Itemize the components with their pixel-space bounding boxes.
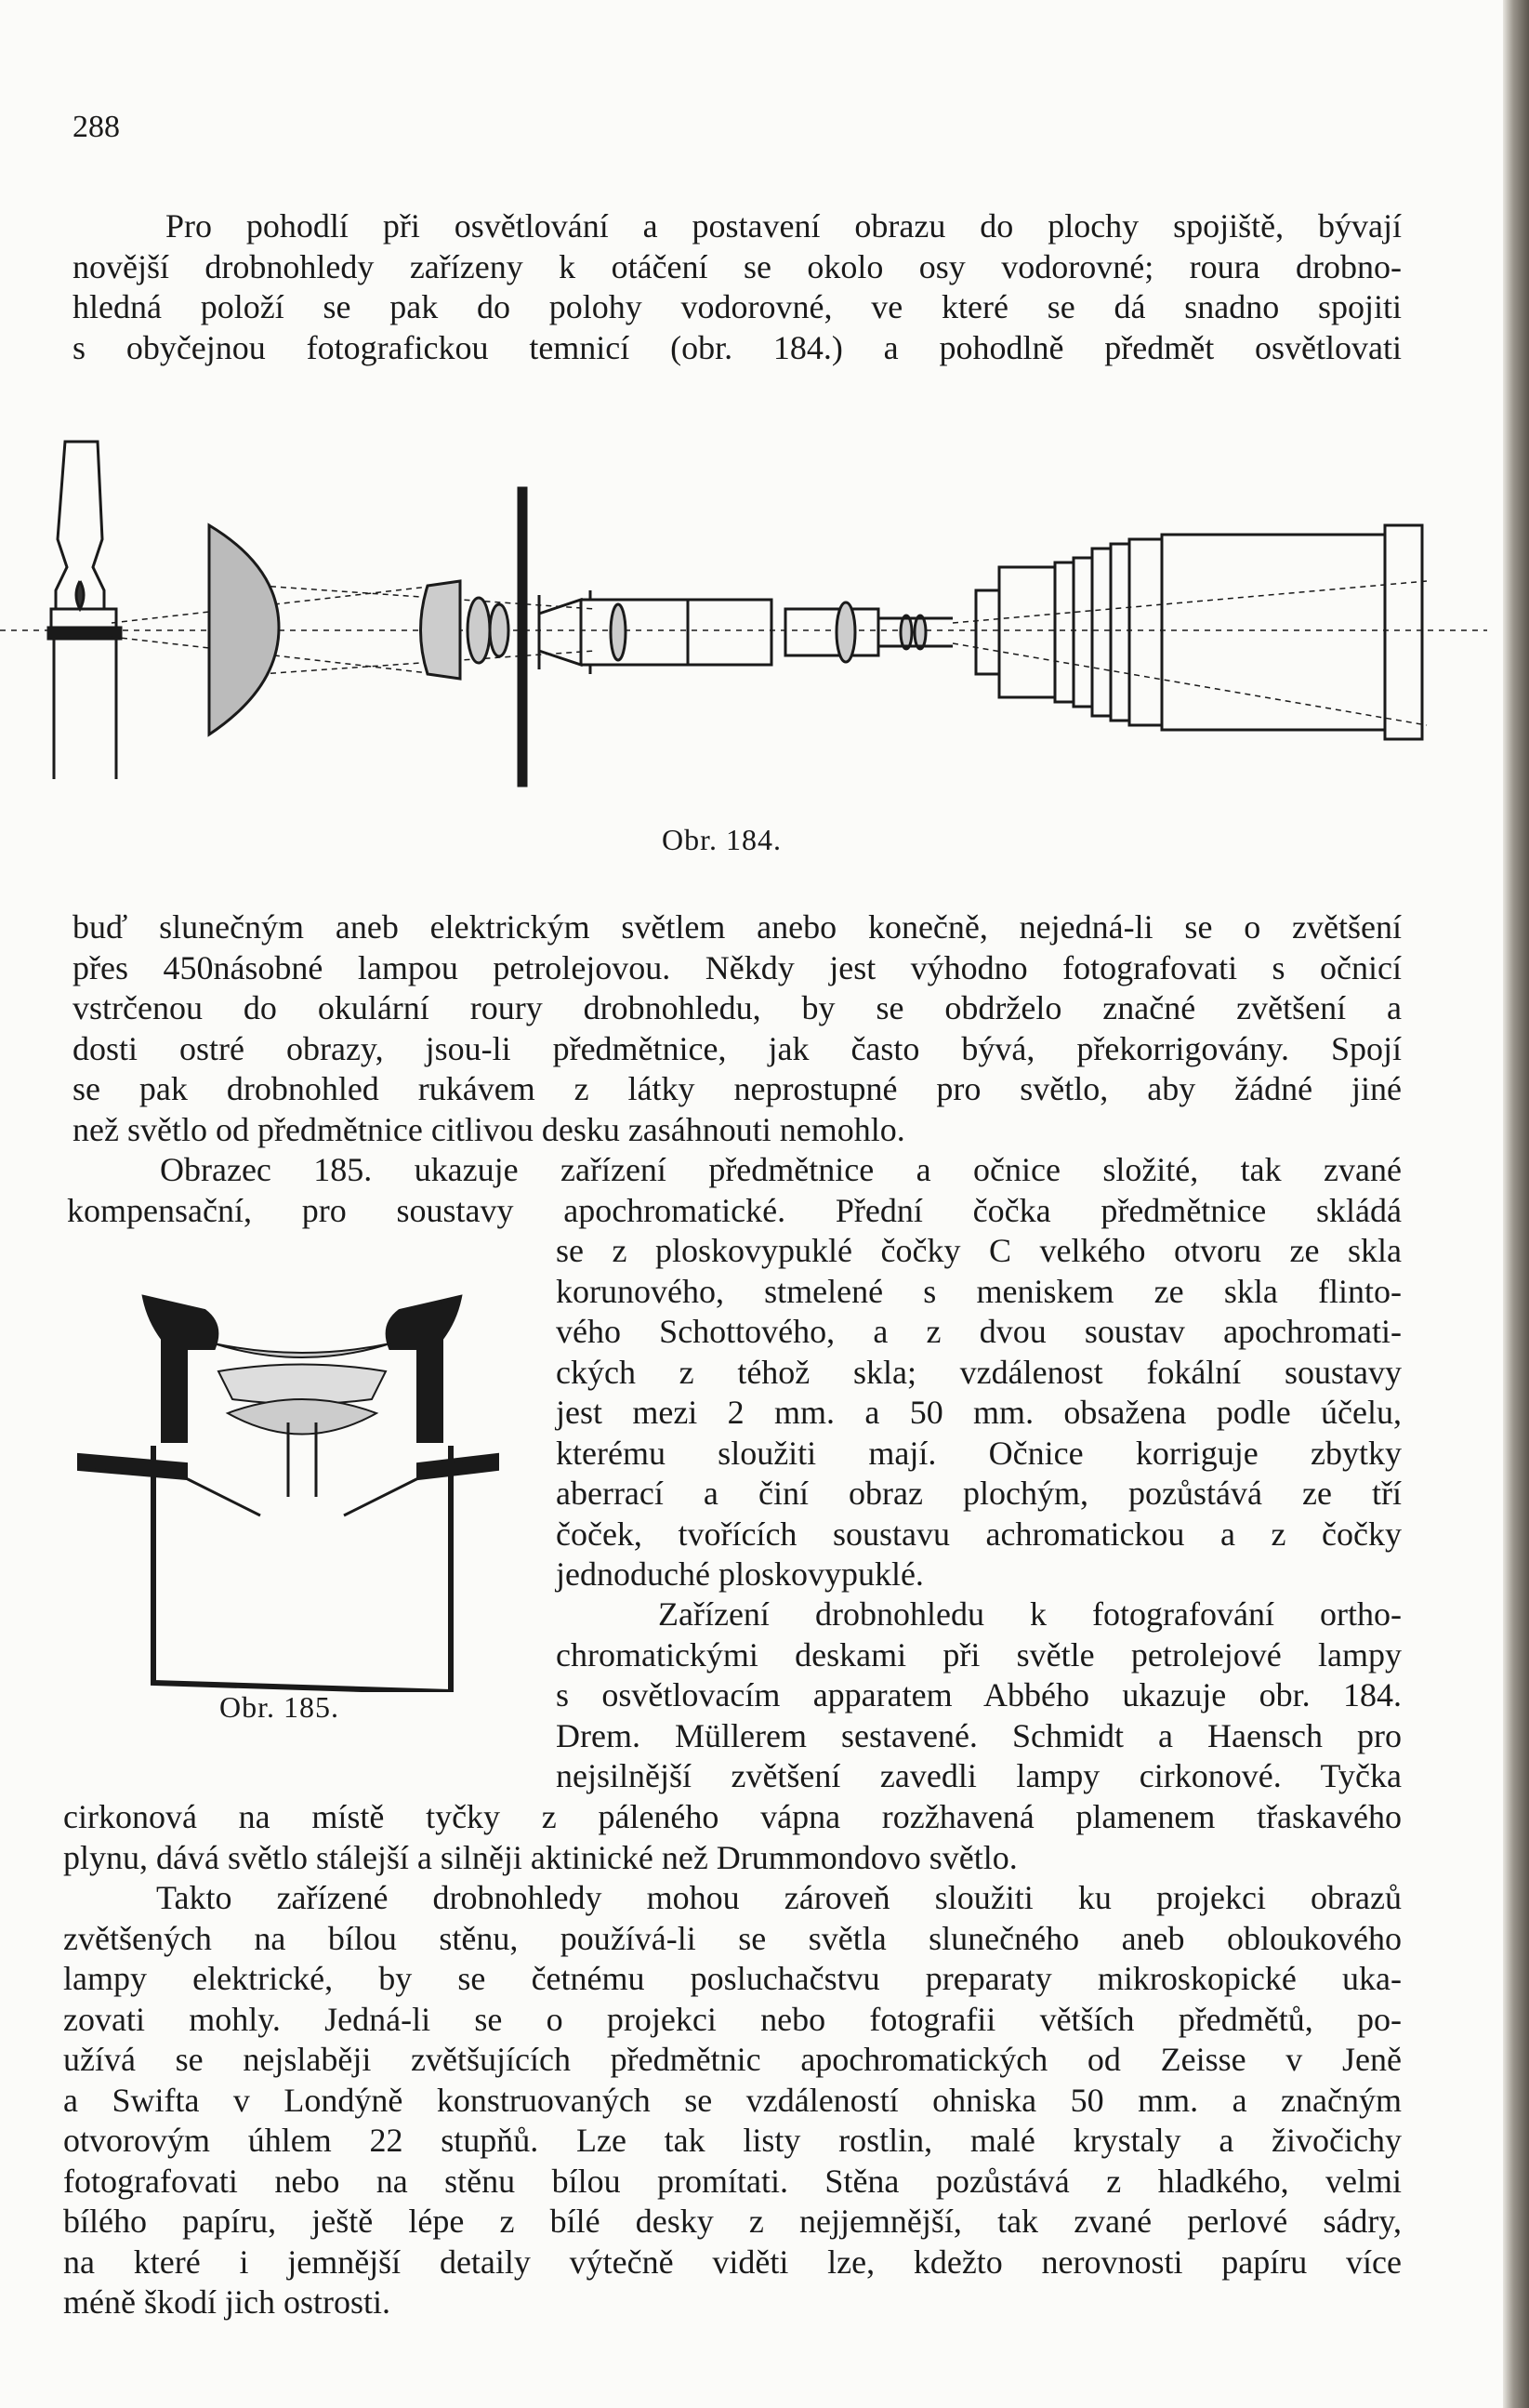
text-line: než světlo od předmětnice citlivou desku zasáhnouti nemohlo. bbox=[72, 1110, 905, 1148]
text-line: s obyčejnou fotografickou temnicí (obr. 184.) a pohodlně předmět osvětlovati bbox=[72, 328, 1402, 366]
text-line: a Swifta v Londýně konstruovaných se vzdáleností ohniska 50 mm. a značným bbox=[63, 2081, 1402, 2119]
text-line: zvětšených na bílou stěnu, používá-li se světla slunečného aneb obloukového bbox=[63, 1919, 1402, 1957]
text-line: novější drobnohledy zařízeny k otáčení se okolo osy vodorovné; roura drobno- bbox=[72, 247, 1402, 285]
text-line: vstrčenou do okulární roury drobnohledu, by se obdrželo značné zvětšení a bbox=[72, 989, 1402, 1026]
paragraph-4-full bbox=[63, 1797, 1402, 1878]
text-line: dosti ostré obrazy, jsou-li předmětnice, jak často bývá, překorrigovány. Spojí bbox=[72, 1029, 1402, 1067]
figure-184-microscope-photo-apparatus bbox=[0, 428, 1506, 800]
text-line: aberrací a činí obraz plochým, pozůstává ze tří bbox=[556, 1475, 1402, 1512]
text-line: chromatickými deskami při světle petrolejové lampy bbox=[556, 1635, 1402, 1674]
text-line: bílého papíru, ještě lépe z bílé desky z nejjemnější, tak zvané perlové sádry, bbox=[63, 2203, 1402, 2240]
figure-184-caption: Obr. 184. bbox=[662, 823, 782, 856]
text-line: otvorovým úhlem 22 stupňů. Lze tak listy rostlin, malé krystaly a živočichy bbox=[63, 2122, 1402, 2159]
text-line: na které i jemnější detaily výtečně viděti lze, kdežto nerovnosti papíru více bbox=[63, 2243, 1402, 2281]
text-line: zovati mohly. Jedná-li se o projekci nebo fotografii větších předmětů, po- bbox=[63, 2000, 1402, 2038]
abbe-illuminator bbox=[421, 581, 509, 679]
text-line: Obrazec 185. ukazuje zařízení předmětnice a očnice složité, tak zvané bbox=[160, 1151, 1402, 1188]
text-line: jest mezi 2 mm. a 50 mm. obsažena podle účelu, bbox=[556, 1394, 1402, 1431]
paragraph-2 bbox=[72, 907, 1402, 1150]
text-line: nejsilnější zvětšení zavedli lampy cirkonové. Tyčka bbox=[556, 1757, 1402, 1794]
stage-plate bbox=[519, 488, 526, 786]
figure-185-caption: Obr. 185. bbox=[219, 1690, 339, 1724]
text-line: s osvětlovacím apparatem Abbého ukazuje obr. 184. bbox=[556, 1676, 1402, 1713]
text-line: vého Schottového, a z dvou soustav apochromati- bbox=[556, 1313, 1402, 1350]
paragraph-4-column bbox=[556, 1594, 1402, 1797]
paragraph-1 bbox=[72, 206, 1402, 368]
text-line: Drem. Müllerem sestavené. Schmidt a Haensch pro bbox=[556, 1716, 1402, 1754]
petroleum-lamp bbox=[48, 442, 121, 779]
figure-185-objective-section bbox=[74, 1283, 502, 1692]
text-line: hledná položí se pak do polohy vodorovné, ve které se dá snadno spojiti bbox=[72, 288, 1402, 325]
text-line: užívá se nejslaběji zvětšujících předmětnic apochromatických od Zeisse v Jeně bbox=[63, 2041, 1402, 2078]
text-line: přes 450násobné lampou petrolejovou. Někdy jest výhodno fotografovati s očnicí bbox=[72, 948, 1402, 986]
paragraph-5 bbox=[63, 1878, 1402, 2323]
text-line: ckých z téhož skla; vzdálenost fokální soustavy bbox=[556, 1353, 1402, 1391]
page-edge-shadow bbox=[1503, 0, 1529, 2408]
text-line: kterému sloužiti mají. Očnice korriguje zbytky bbox=[556, 1434, 1402, 1472]
text-line: fotografovati nebo na stěnu bílou promítati. Stěna pozůstává z hladkého, velmi bbox=[63, 2162, 1402, 2200]
microscope-tube bbox=[539, 590, 953, 674]
text-line: plynu, dává světlo stálejší a silněji aktinické než Drummondovo světlo. bbox=[63, 1838, 1018, 1876]
text-line: se z ploskovypuklé čočky C velkého otvoru ze skla bbox=[556, 1232, 1402, 1269]
condenser-lens bbox=[209, 525, 279, 734]
text-line: cirkonová na místě tyčky z páleného vápna rozžhavená plamenem třaskavého bbox=[63, 1798, 1402, 1835]
text-line: Takto zařízené drobnohledy mohou zároveň sloužiti ku projekci obrazů bbox=[156, 1879, 1402, 1916]
text-line: jednoduché ploskovypuklé. bbox=[556, 1555, 924, 1593]
page-number: 288 bbox=[72, 110, 120, 144]
text-line: Pro pohodlí při osvětlování a postavení obrazu do plochy spojiště, bývají bbox=[165, 207, 1402, 245]
text-line: kompensační, pro soustavy apochromatické. Přední čočka předmětnice skládá bbox=[67, 1191, 1402, 1229]
text-line: se pak drobnohled rukávem z látky neprostupné pro světlo, aby žádné jiné bbox=[72, 1070, 1402, 1107]
text-line: lampy elektrické, by se četnému posluchačstvu preparaty mikroskopické uka- bbox=[63, 1960, 1402, 1997]
text-line: korunového, stmelené s meniskem ze skla flinto- bbox=[556, 1272, 1402, 1310]
paragraph-3-column bbox=[556, 1231, 1402, 1595]
camera-bellows bbox=[953, 525, 1427, 739]
text-line: méně škodí jich ostrosti. bbox=[63, 2283, 390, 2321]
paragraph-3-full bbox=[67, 1150, 1402, 1231]
text-line: Zařízení drobnohledu k fotografování ortho- bbox=[658, 1595, 1402, 1633]
text-line: čoček, tvořících soustavu achromatickou a z čočky bbox=[556, 1515, 1402, 1553]
text-line: buď slunečným aneb elektrickým světlem anebo konečně, nejedná-li se o zvětšení bbox=[72, 908, 1402, 946]
